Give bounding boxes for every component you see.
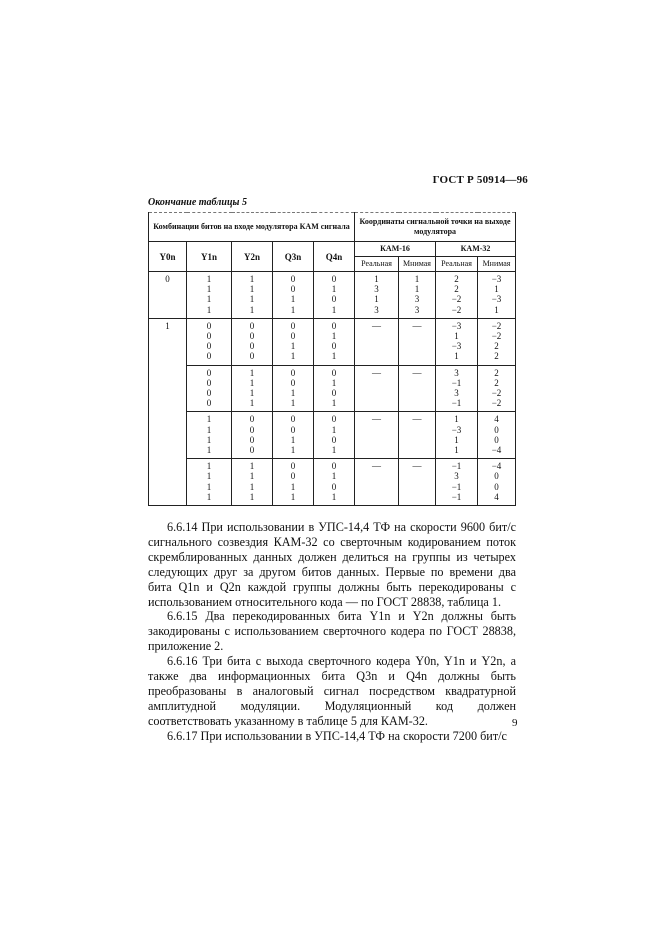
cell-value: 1 <box>249 294 255 305</box>
col-y1n: Y1n <box>187 242 232 272</box>
cell-value: 1 <box>206 491 212 502</box>
cell-value: 1 <box>414 284 420 295</box>
header-imag-16: Мнимая <box>399 257 436 272</box>
cell-real-32 <box>436 412 478 459</box>
col-y0n: Y0n <box>149 242 187 272</box>
header-real-32: Реальная <box>436 257 478 272</box>
cell-value: 0 <box>331 367 337 378</box>
table-row <box>149 365 516 412</box>
cell-value: 2 <box>494 377 499 388</box>
cell-value: −1 <box>451 461 462 472</box>
cell-value: 1 <box>206 481 212 492</box>
cell-value: 1 <box>249 284 255 295</box>
cell-value: 0 <box>290 367 296 378</box>
cell-value: 0 <box>206 398 212 409</box>
cell-y2n <box>232 318 273 365</box>
cell-imag-16 <box>399 272 436 319</box>
cell-value: −2 <box>491 388 502 399</box>
cell-value: −2 <box>491 398 502 409</box>
cell-value: 1 <box>331 424 337 435</box>
cell-value: 0 <box>331 461 337 472</box>
cell-real-16 <box>355 272 399 319</box>
cell-value: 1 <box>331 471 337 482</box>
cell-q4n <box>314 318 355 365</box>
cell-value: 2 <box>454 274 459 284</box>
cell-value: 0 <box>331 320 337 331</box>
cell-value: −2 <box>451 304 462 315</box>
cell-value: −3 <box>491 294 502 305</box>
header-real-16: Реальная <box>355 257 399 272</box>
cell-q3n <box>273 412 314 459</box>
cell-value: 1 <box>331 445 337 456</box>
cell-value: 0 <box>249 424 255 435</box>
cell-value: 0 <box>290 320 296 331</box>
cell-value: 0 <box>290 424 296 435</box>
paragraph-6-6-16: 6.6.16 Три бита с выхода сверточного кодера Y0n, Y1n и Y2n, а также два информационных бита Q3n и Q4n должны быть преобразованы в аналоговый сигнал посредством квадратурной амплитудной модуляции. Модуляционный код должен соответствовать указанному в таблице 5 для КАМ-32. <box>148 654 516 728</box>
cell-value: 1 <box>331 304 337 315</box>
cell-real-16: — <box>355 412 399 459</box>
cell-y1n <box>187 459 232 506</box>
table-row <box>149 459 516 506</box>
cell-value: 0 <box>290 274 296 284</box>
cell-value: 0 <box>206 377 212 388</box>
cell-value: 1 <box>249 491 255 502</box>
cell-value: 0 <box>249 331 255 342</box>
cell-value: 0 <box>331 434 337 445</box>
cell-imag-16: — <box>399 365 436 412</box>
cell-value: 1 <box>331 377 337 388</box>
header-kam32: КАМ-32 <box>436 242 516 257</box>
cell-value: 1 <box>206 294 212 305</box>
col-q4n: Q4n <box>314 242 355 272</box>
col-y2n: Y2n <box>232 242 273 272</box>
cell-value: 0 <box>290 331 296 342</box>
cell-value: 0 <box>249 414 255 425</box>
cell-value: 1 <box>249 461 255 472</box>
cell-value: 4 <box>494 414 499 425</box>
cell-real-32 <box>436 272 478 319</box>
cell-value: 1 <box>206 304 212 315</box>
cell-value: 1 <box>454 351 459 362</box>
cell-q3n <box>273 272 314 319</box>
cell-value: 1 <box>249 304 255 315</box>
cell-y1n <box>187 412 232 459</box>
cell-imag-32 <box>478 272 516 319</box>
cell-value: 1 <box>290 398 296 409</box>
cell-value: −2 <box>451 294 462 305</box>
cell-value: 0 <box>206 320 212 331</box>
cell-value: 1 <box>206 445 212 456</box>
cell-value: 1 <box>290 341 296 352</box>
cell-imag-16: — <box>399 412 436 459</box>
cell-value: 0 <box>290 377 296 388</box>
cell-value: −2 <box>491 320 502 331</box>
cell-y1n <box>187 365 232 412</box>
cell-value: 0 <box>290 461 296 472</box>
body-text <box>148 520 516 744</box>
standard-header: ГОСТ Р 50914—96 <box>432 174 528 186</box>
cell-value: 0 <box>331 341 337 352</box>
cell-value: 0 <box>206 351 212 362</box>
cell-value: 0 <box>331 414 337 425</box>
cell-value: 1 <box>331 491 337 502</box>
cell-value: 3 <box>454 471 459 482</box>
cell-value: 4 <box>494 491 499 502</box>
cell-value: 1 <box>454 414 459 425</box>
cell-y2n <box>232 365 273 412</box>
cell-imag-16: — <box>399 318 436 365</box>
paragraph-6-6-15: 6.6.15 Два перекодированных бита Y1n и Y2n должны быть закодированы с использованием сверточного кодера по ГОСТ 28838, приложение 2. <box>148 609 516 654</box>
cell-y1n <box>187 272 232 319</box>
cell-real-32 <box>436 365 478 412</box>
cell-value: 0 <box>494 434 499 445</box>
cell-value: 3 <box>374 284 379 295</box>
cell-y2n <box>232 272 273 319</box>
cell-value: 1 <box>249 274 255 284</box>
cell-value: −3 <box>451 320 462 331</box>
cell-value: 0 <box>206 367 212 378</box>
cell-y1n <box>187 318 232 365</box>
table-row <box>149 412 516 459</box>
cell-value: 1 <box>249 481 255 492</box>
header-imag-32: Мнимая <box>478 257 516 272</box>
cell-value: 1 <box>249 471 255 482</box>
cell-value: 0 <box>206 341 212 352</box>
cell-value: 1 <box>374 294 379 305</box>
cell-q4n <box>314 272 355 319</box>
cell-q3n <box>273 365 314 412</box>
cell-value: 0 <box>290 284 296 295</box>
cell-value: 1 <box>206 434 212 445</box>
cell-value: 3 <box>374 304 379 315</box>
cell-value: 1 <box>331 331 337 342</box>
cell-value: 1 <box>290 445 296 456</box>
cell-value: 1 <box>206 284 212 295</box>
cell-value: −3 <box>491 274 502 284</box>
cell-value: 1 <box>494 304 499 315</box>
cell-value: 1 <box>290 491 296 502</box>
cell-value: 1 <box>249 377 255 388</box>
cell-y2n <box>232 412 273 459</box>
cell-value: 0 <box>331 481 337 492</box>
cell-value: 1 <box>290 388 296 399</box>
cell-value: 0 <box>249 445 255 456</box>
cell-value: 0 <box>494 424 499 435</box>
cell-value: −1 <box>451 481 462 492</box>
col-q3n: Q3n <box>273 242 314 272</box>
cell-value: 3 <box>414 294 420 305</box>
header-kam16: КАМ-16 <box>355 242 436 257</box>
cell-value: 1 <box>290 304 296 315</box>
cell-value: 0 <box>290 471 296 482</box>
cell-q4n <box>314 365 355 412</box>
cell-value: 2 <box>454 284 459 295</box>
paragraph-6-6-14: 6.6.14 При использовании в УПС-14,4 ТФ на скорости 9600 бит/с сигнального созвездия КАМ-32 со сверточным кодированием поток скремблированных данных должен делиться на группы из четырех следующих друг за другом битов данных. Первые по времени два бита Q1n и Q2n каждой группы должны быть перекодированы с использованием относительного кода — по ГОСТ 28838, таблица 1. <box>148 520 516 609</box>
cell-value: 1 <box>374 274 379 284</box>
cell-value: 3 <box>454 388 459 399</box>
table-caption: Окончание таблицы 5 <box>148 197 247 208</box>
table-row <box>149 272 516 319</box>
cell-value: 0 <box>494 481 499 492</box>
cell-value: 1 <box>454 434 459 445</box>
cell-real-16: — <box>355 365 399 412</box>
cell-value: 0 <box>206 388 212 399</box>
cell-value: 1 <box>290 481 296 492</box>
cell-y0n: 0 <box>149 272 187 319</box>
cell-real-32 <box>436 318 478 365</box>
cell-value: −1 <box>451 491 462 502</box>
cell-real-16: — <box>355 318 399 365</box>
cell-value: −2 <box>491 331 502 342</box>
cell-value: 1 <box>206 471 212 482</box>
cell-y0n: 1 <box>149 318 187 505</box>
table-5 <box>148 212 516 506</box>
cell-q3n <box>273 318 314 365</box>
cell-value: 2 <box>494 367 499 378</box>
cell-value: 1 <box>206 274 212 284</box>
cell-value: 0 <box>331 388 337 399</box>
cell-value: 0 <box>290 414 296 425</box>
cell-imag-32 <box>478 459 516 506</box>
cell-value: 1 <box>454 445 459 456</box>
cell-value: 1 <box>331 351 337 362</box>
cell-imag-32 <box>478 365 516 412</box>
table-row <box>149 318 516 365</box>
cell-value: 1 <box>331 398 337 409</box>
paragraph-6-6-17: 6.6.17 При использовании в УПС-14,4 ТФ на скорости 7200 бит/с <box>167 728 507 743</box>
cell-value: 0 <box>206 331 212 342</box>
cell-value: −4 <box>491 461 502 472</box>
cell-value: 1 <box>414 274 420 284</box>
cell-value: 1 <box>290 351 296 362</box>
page-number: 9 <box>512 717 518 729</box>
cell-value: 1 <box>494 284 499 295</box>
cell-value: 0 <box>249 341 255 352</box>
cell-value: 1 <box>331 284 337 295</box>
cell-value: 0 <box>331 294 337 305</box>
cell-value: 0 <box>249 320 255 331</box>
cell-imag-16: — <box>399 459 436 506</box>
cell-real-32 <box>436 459 478 506</box>
cell-value: 1 <box>206 414 212 425</box>
cell-value: 1 <box>454 331 459 342</box>
cell-value: 0 <box>331 274 337 284</box>
cell-value: 1 <box>206 461 212 472</box>
cell-value: 1 <box>249 367 255 378</box>
header-coords: Координаты сигнальной точки на выходе модулятора <box>355 213 516 242</box>
cell-value: 2 <box>494 341 499 352</box>
cell-value: −1 <box>451 377 462 388</box>
cell-value: 3 <box>454 367 459 378</box>
cell-value: 1 <box>290 294 296 305</box>
cell-value: −3 <box>451 341 462 352</box>
cell-imag-32 <box>478 412 516 459</box>
cell-value: 1 <box>206 424 212 435</box>
cell-value: 1 <box>249 398 255 409</box>
cell-q3n <box>273 459 314 506</box>
cell-value: 0 <box>249 351 255 362</box>
cell-imag-32 <box>478 318 516 365</box>
cell-q4n <box>314 412 355 459</box>
header-bits: Комбинации битов на входе модулятора КАМ сигнала <box>149 213 355 242</box>
cell-value: 1 <box>290 434 296 445</box>
cell-q4n <box>314 459 355 506</box>
cell-value: 2 <box>494 351 499 362</box>
cell-y2n <box>232 459 273 506</box>
cell-real-16: — <box>355 459 399 506</box>
cell-value: 0 <box>249 434 255 445</box>
cell-value: 1 <box>249 388 255 399</box>
cell-value: 3 <box>414 304 420 315</box>
cell-value: −1 <box>451 398 462 409</box>
cell-value: 0 <box>494 471 499 482</box>
cell-value: −3 <box>451 424 462 435</box>
cell-value: −4 <box>491 445 502 456</box>
